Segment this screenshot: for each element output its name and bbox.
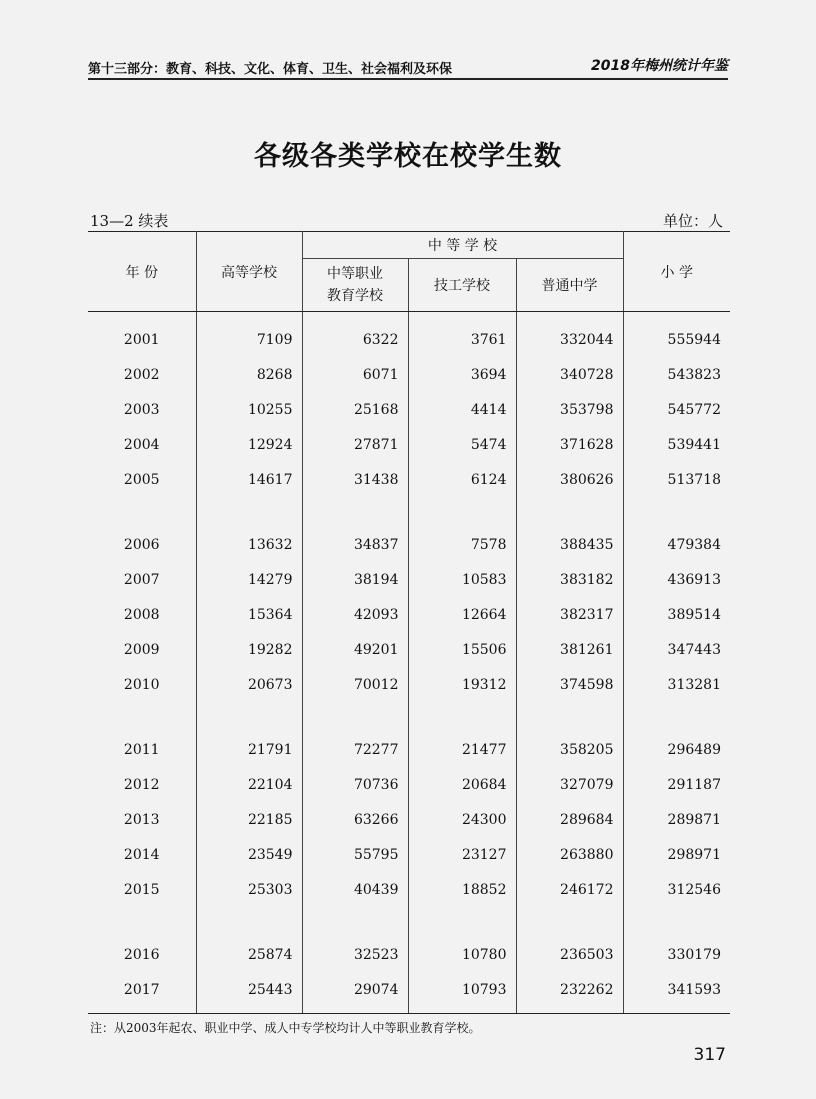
cell-higher: 25874 — [196, 937, 302, 972]
table-row — [88, 972, 730, 1014]
cell-year: 2017 — [88, 972, 196, 1014]
cell-vocational: 27871 — [302, 427, 408, 462]
cell-higher: 15364 — [196, 597, 302, 632]
cell-primary: 341593 — [623, 972, 730, 1014]
cell-year: 2015 — [88, 872, 196, 907]
table-row — [88, 802, 730, 837]
cell-vocational: 63266 — [302, 802, 408, 837]
cell-technical: 10793 — [408, 972, 516, 1014]
cell-year: 2012 — [88, 767, 196, 802]
cell-higher: 10255 — [196, 392, 302, 427]
table-row — [88, 462, 730, 497]
cell-primary: 298971 — [667, 846, 721, 863]
cell-higher: 7109 — [196, 312, 302, 358]
cell-general-middle: 263880 — [516, 837, 623, 872]
table-id: 13—2 续表 — [90, 212, 169, 230]
cell-technical: 15506 — [408, 632, 516, 667]
group-spacer — [88, 702, 730, 732]
cell-year: 2001 — [88, 312, 196, 358]
page-title: 各级各类学校在校学生数 — [254, 141, 562, 172]
cell-primary: 543823 — [667, 366, 721, 383]
cell-year: 2009 — [88, 632, 196, 667]
running-header — [88, 55, 728, 79]
cell-primary: 436913 — [667, 571, 721, 588]
header-technical: 技工学校 — [408, 259, 516, 312]
table-row — [88, 667, 730, 702]
cell-general-middle: 380626 — [516, 462, 623, 497]
group-spacer — [88, 497, 730, 527]
cell-general-middle: 358205 — [516, 732, 623, 767]
cell-higher: 20673 — [196, 667, 302, 702]
cell-year: 2004 — [88, 427, 196, 462]
cell-vocational: 34837 — [302, 527, 408, 562]
cell-general-middle: 289684 — [516, 802, 623, 837]
cell-year: 2006 — [88, 527, 196, 562]
table-row — [88, 872, 730, 907]
header-primary: 小 学 — [623, 232, 730, 312]
cell-vocational: 70012 — [302, 667, 408, 702]
cell-vocational: 6322 — [302, 312, 408, 358]
cell-year: 2013 — [88, 802, 196, 837]
table-row — [88, 937, 730, 972]
cell-higher: 25443 — [196, 972, 302, 1014]
cell-higher: 21791 — [196, 732, 302, 767]
cell-primary: 313281 — [667, 676, 721, 693]
cell-vocational: 42093 — [302, 597, 408, 632]
table-row — [88, 312, 730, 358]
cell-higher: 22104 — [196, 767, 302, 802]
cell-general-middle: 332044 — [516, 312, 623, 358]
cell-higher: 14617 — [196, 462, 302, 497]
cell-vocational: 29074 — [302, 972, 408, 1014]
cell-technical: 12664 — [408, 597, 516, 632]
cell-year: 2011 — [88, 732, 196, 767]
cell-technical: 10583 — [408, 562, 516, 597]
cell-year: 2010 — [88, 667, 196, 702]
cell-primary: 330179 — [667, 946, 721, 963]
cell-higher: 25303 — [196, 872, 302, 907]
table-row — [88, 597, 730, 632]
cell-technical: 24300 — [408, 802, 516, 837]
cell-vocational: 72277 — [302, 732, 408, 767]
cell-general-middle: 327079 — [516, 767, 623, 802]
table-row — [88, 767, 730, 802]
cell-general-middle: 381261 — [516, 632, 623, 667]
table-row — [88, 427, 730, 462]
cell-vocational: 25168 — [302, 392, 408, 427]
page-number: 317 — [693, 1045, 726, 1065]
footnote: 注：从2003年起农、职业中学、成人中专学校均计人中等职业教育学校。 — [90, 1021, 481, 1035]
cell-technical: 18852 — [408, 872, 516, 907]
table-row — [88, 837, 730, 872]
cell-general-middle: 383182 — [516, 562, 623, 597]
cell-general-middle: 232262 — [516, 972, 623, 1014]
yearbook-title: 2018年梅州统计年鉴 — [591, 58, 728, 74]
cell-vocational: 6071 — [302, 357, 408, 392]
header-rule — [88, 78, 728, 80]
cell-higher: 14279 — [196, 562, 302, 597]
cell-vocational: 38194 — [302, 562, 408, 597]
table-body — [88, 312, 730, 1014]
student-enrollment-table — [88, 231, 730, 1014]
cell-technical: 21477 — [408, 732, 516, 767]
cell-higher: 8268 — [196, 357, 302, 392]
cell-primary: 312546 — [667, 881, 721, 898]
cell-primary: 347443 — [667, 641, 721, 658]
cell-year: 2008 — [88, 597, 196, 632]
cell-general-middle: 388435 — [516, 527, 623, 562]
cell-year: 2003 — [88, 392, 196, 427]
header-higher: 高等学校 — [196, 232, 302, 312]
cell-higher: 13632 — [196, 527, 302, 562]
header-general-middle: 普通中学 — [516, 259, 623, 312]
cell-general-middle: 340728 — [516, 357, 623, 392]
unit-label: 单位：人 — [662, 212, 723, 230]
table-row — [88, 392, 730, 427]
data-table-container — [88, 231, 730, 1014]
table-row — [88, 632, 730, 667]
header-year: 年 份 — [88, 232, 196, 312]
cell-technical: 10780 — [408, 937, 516, 972]
cell-primary: 479384 — [667, 536, 721, 553]
cell-general-middle: 382317 — [516, 597, 623, 632]
cell-higher: 19282 — [196, 632, 302, 667]
cell-vocational: 49201 — [302, 632, 408, 667]
cell-technical: 6124 — [408, 462, 516, 497]
group-spacer — [88, 907, 730, 937]
cell-vocational: 55795 — [302, 837, 408, 872]
cell-technical: 4414 — [408, 392, 516, 427]
cell-year: 2014 — [88, 837, 196, 872]
cell-year: 2007 — [88, 562, 196, 597]
cell-technical: 19312 — [408, 667, 516, 702]
cell-vocational: 32523 — [302, 937, 408, 972]
header-secondary-group: 中 等 学 校 — [302, 232, 623, 259]
cell-general-middle: 236503 — [516, 937, 623, 972]
cell-general-middle: 374598 — [516, 667, 623, 702]
cell-vocational: 40439 — [302, 872, 408, 907]
cell-general-middle: 246172 — [516, 872, 623, 907]
cell-technical: 5474 — [408, 427, 516, 462]
cell-vocational: 70736 — [302, 767, 408, 802]
table-row — [88, 732, 730, 767]
table-row — [88, 357, 730, 392]
table-row — [88, 562, 730, 597]
cell-year: 2016 — [88, 937, 196, 972]
cell-primary: 296489 — [667, 741, 721, 758]
cell-primary: 291187 — [667, 776, 721, 793]
table-row — [88, 527, 730, 562]
cell-general-middle: 371628 — [516, 427, 623, 462]
cell-year: 2002 — [88, 357, 196, 392]
cell-technical: 3694 — [408, 357, 516, 392]
cell-primary: 539441 — [667, 436, 721, 453]
section-title: 第十三部分：教育、科技、文化、体育、卫生、社会福利及环保 — [88, 62, 453, 77]
cell-primary: 513718 — [667, 471, 721, 488]
cell-primary: 545772 — [667, 401, 721, 418]
cell-technical: 3761 — [408, 312, 516, 358]
cell-technical: 23127 — [408, 837, 516, 872]
cell-vocational: 31438 — [302, 462, 408, 497]
cell-higher: 22185 — [196, 802, 302, 837]
cell-higher: 12924 — [196, 427, 302, 462]
cell-general-middle: 353798 — [516, 392, 623, 427]
cell-primary: 389514 — [667, 606, 721, 623]
cell-technical: 20684 — [408, 767, 516, 802]
header-vocational: 中等职业 教育学校 — [302, 259, 408, 312]
cell-technical: 7578 — [408, 527, 516, 562]
cell-primary: 289871 — [667, 811, 721, 828]
cell-primary: 555944 — [667, 331, 721, 348]
cell-higher: 23549 — [196, 837, 302, 872]
cell-year: 2005 — [88, 462, 196, 497]
